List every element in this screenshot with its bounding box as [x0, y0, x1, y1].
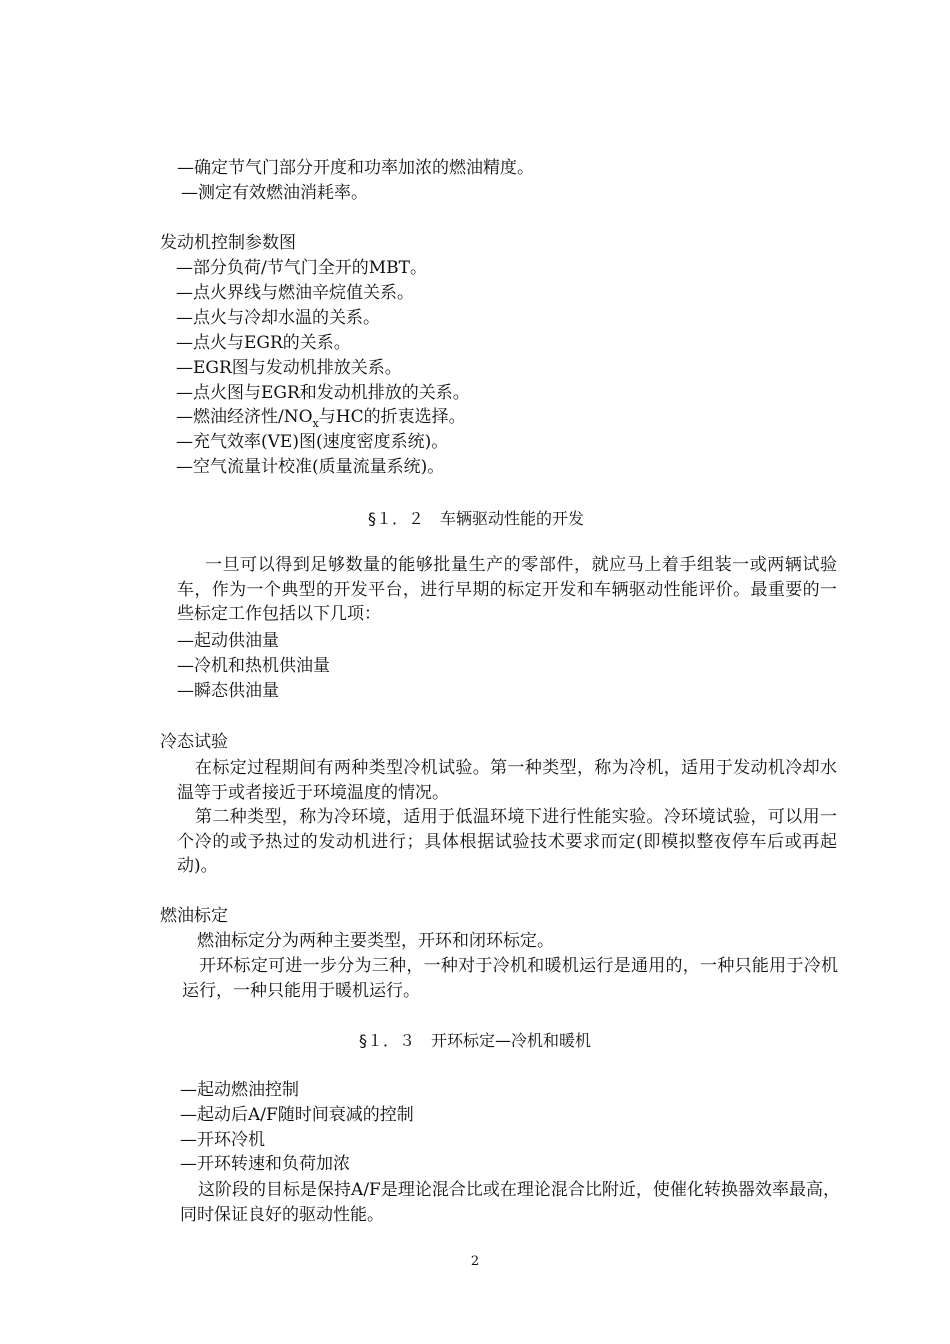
list-item: —点火与冷却水温的关系。 [176, 308, 380, 328]
list-item: —起动燃油控制 [180, 1080, 299, 1100]
list-item: —点火图与EGR和发动机排放的关系。 [176, 383, 470, 403]
paragraph: 一旦可以得到足够数量的能够批量生产的零部件，就应马上着手组装一或两辆试验车，作为一个典型的开发平台，进行早期的标定开发和车辆驱动性能评价。最重要的一些标定工作包括以下几项： [177, 555, 837, 624]
paragraph: 燃油标定分为两种主要类型，开环和闭环标定。 [197, 931, 554, 951]
list-item: —EGR图与发动机排放关系。 [176, 358, 402, 378]
list-item: —空气流量计校准(质量流量系统)。 [176, 457, 445, 477]
paragraph: 开环标定可进一步分为三种，一种对于冷机和暖机运行是通用的，一种只能用于冷机运行，一种只能用于暖机运行。 [182, 956, 838, 1001]
list-item: —冷机和热机供油量 [177, 656, 330, 676]
section-heading: 冷态试验 [160, 732, 228, 752]
subscript: x [312, 417, 319, 430]
list-item-text: —燃油经济性/NO [176, 407, 313, 427]
paragraph: 在标定过程期间有两种类型冷机试验。第一种类型，称为冷机，适用于发动机冷却水温等于或者接近于环境温度的情况。 [177, 758, 837, 803]
list-item [176, 406, 466, 430]
list-item: —起动后A/F随时间衰减的控制 [180, 1105, 414, 1125]
text-line: —确定节气门部分开度和功率加浓的燃油精度。 [177, 158, 534, 178]
section-heading: 发动机控制参数图 [160, 233, 296, 253]
list-item: —开环冷机 [180, 1130, 265, 1150]
list-item: —开环转速和负荷加浓 [180, 1154, 350, 1174]
section-title: §１．３ 开环标定—冷机和暖机 [359, 1031, 592, 1050]
list-item: —点火界线与燃油辛烷值关系。 [176, 283, 414, 303]
list-item: —充气效率(VE)图(速度密度系统)。 [176, 432, 449, 452]
list-item: —点火与EGR的关系。 [176, 333, 351, 353]
text-line: —测定有效燃油消耗率。 [181, 183, 368, 203]
paragraph: 第二种类型，称为冷环境，适用于低温环境下进行性能实验。冷环境试验，可以用一个冷的或予热过的发动机进行；具体根据试验技术要求而定(即模拟整夜停车后或再起动)。 [177, 807, 837, 876]
section-heading: 燃油标定 [160, 906, 228, 926]
list-item-text: 与HC的折衷选择。 [318, 407, 466, 427]
list-item: —瞬态供油量 [177, 681, 279, 701]
paragraph: 这阶段的目标是保持A/F是理论混合比或在理论混合比附近，使催化转换器效率最高，同时保证良好的驱动性能。 [180, 1180, 840, 1225]
list-item: —起动供油量 [177, 631, 279, 651]
list-item: —部分负荷/节气门全开的MBT。 [176, 258, 427, 278]
page-number: 2 [470, 1254, 480, 1269]
section-title: §１．２ 车辆驱动性能的开发 [368, 509, 585, 528]
